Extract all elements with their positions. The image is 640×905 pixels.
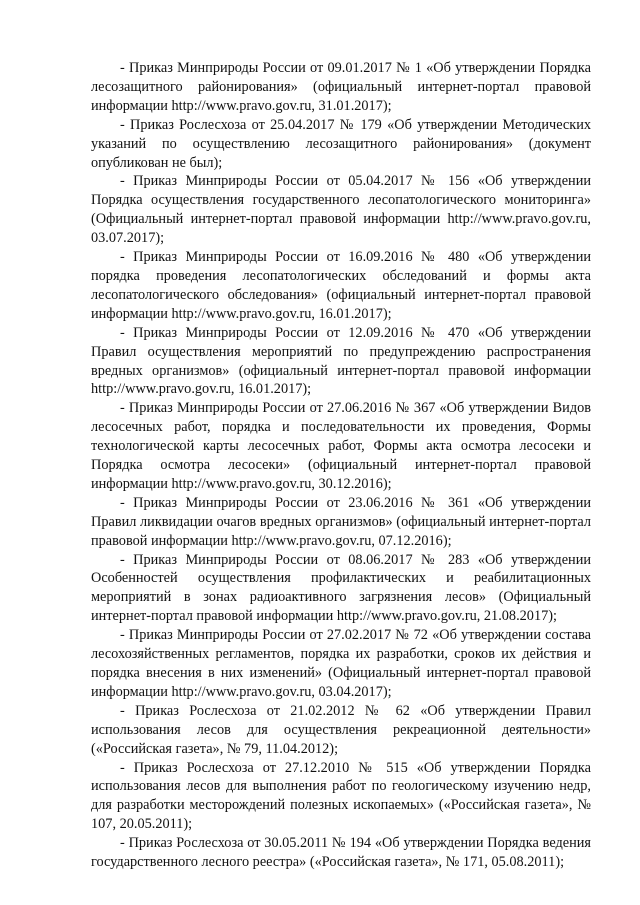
list-item: - Приказ Минприроды России от 12.09.2016 № 470 «Об утверждении Правил осуществления мероприятий по предупреждению распространения вредных организмов» (официальный интернет-портал правовой информации http://www.pravo.gov.ru, 16.01.2017); xyxy=(91,324,591,398)
list-item: - Приказ Минприроды России от 09.01.2017 № 1 «Об утверждении Порядка лесозащитного районирования» (официальный интернет-портал правовой информации http://www.pravo.gov.ru, 31.01.2017); xyxy=(91,60,591,114)
list-item: - Приказ Рослесхоза от 25.04.2017 № 179 «Об утверждении Методических указаний по осуществлению лесозащитного районирования» (документ опубликован не был); xyxy=(91,116,591,171)
list-item: - Приказ Минприроды России от 16.09.2016 № 480 «Об утверждении порядка проведения лесопатологических обследований и формы акта лесопатологического обследования» (официальный интернет-портал правовой информации http://www.pravo.gov.ru, 16.01.2017); xyxy=(91,249,591,322)
regulation-list xyxy=(91,59,591,872)
list-item: - Приказ Минприроды России от 05.04.2017 № 156 «Об утверждении Порядка осуществления государственного лесопатологического мониторинга» (Официальный интернет-портал правовой информации http://www.pravo.gov.ru, 03.07.2017); xyxy=(91,173,591,247)
list-item: - Приказ Минприроды России от 23.06.2016 № 361 «Об утверждении Правил ликвидации очагов вредных организмов» (официальный интернет-портал правовой информации http://www.pravo.gov.ru, 07.12.2016); xyxy=(91,494,591,549)
list-item: - Приказ Рослесхоза от 21.02.2012 № 62 «Об утверждении Правил использования лесов для осуществления рекреационной деятельности» («Российская газета», № 79, 11.04.2012); xyxy=(91,702,591,757)
list-item: - Приказ Минприроды России от 08.06.2017 № 283 «Об утверждении Особенностей осуществления профилактических и реабилитационных мероприятий в зонах радиоактивного загрязнения лесов» (Официальный интернет-портал правовой информации http://www.pravo.gov.ru, 21.08.2017); xyxy=(91,551,591,625)
list-item: - Приказ Рослесхоза от 27.12.2010 № 515 «Об утверждении Порядка использования лесов для выполнения работ по геологическому изучению недр, для разработки месторождений полезных ископаемых» («Российская газета», № 107, 20.05.2011); xyxy=(91,759,591,833)
list-item: - Приказ Минприроды России от 27.06.2016 № 367 «Об утверждении Видов лесосечных работ, порядка и последовательности их проведения, Формы технологической карты лесосечных работ, Формы акта осмотра лесосеки и Порядка осмотра лесосеки» (официальный интернет-портал правовой информации http://www.pravo.gov.ru, 30.12.2016); xyxy=(91,400,591,492)
list-item: - Приказ Минприроды России от 27.02.2017 № 72 «Об утверждении состава лесохозяйственных регламентов, порядка их разработки, сроков их действия и порядка внесения в них изменений» (Официальный интернет-портал правовой информации http://www.pravo.gov.ru, 03.04.2017); xyxy=(91,627,591,700)
list-item: - Приказ Рослесхоза от 30.05.2011 № 194 «Об утверждении Порядка ведения государственного лесного реестра» («Российская газета», № 171, 05.08.2011); xyxy=(91,835,591,871)
